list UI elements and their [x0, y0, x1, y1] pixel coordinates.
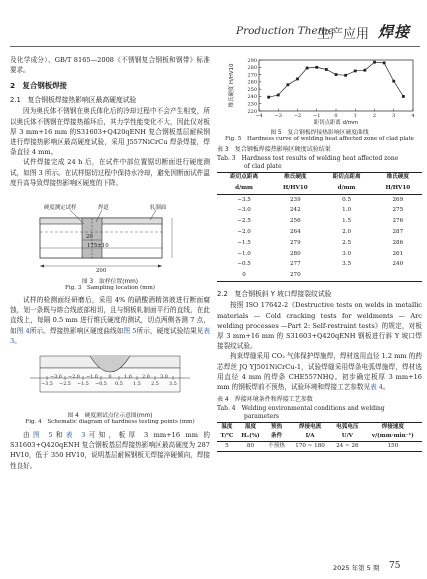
table-3: [217, 172, 422, 283]
fig4-top-tick: 3.0: [160, 375, 168, 381]
t3-cell: −2.0: [237, 229, 251, 235]
t3-cell: 242: [289, 207, 301, 214]
t3-cell: 277: [289, 261, 301, 268]
t3-cell: 287: [392, 229, 404, 235]
data-point: [373, 61, 376, 64]
table-3-block: [217, 146, 422, 282]
fig4-bottom-tick-labels: [10, 382, 210, 390]
y-tick-label: 230: [247, 101, 257, 108]
t4-header-1: 湿度: [237, 422, 264, 432]
fig4-bottom-tick: −0.5: [95, 382, 107, 388]
fig4-top-tick: −2.0: [68, 375, 80, 381]
t4-cell: 80: [237, 441, 264, 451]
table-4: [217, 422, 422, 452]
table4-caption-en: Tab. 4 Welding environmental conditions and welding parameters: [217, 404, 385, 421]
t3-header-2: 距切点距离: [319, 172, 373, 183]
x-tick-label: −2: [293, 113, 302, 119]
paragraph-4: 由图 5和表 3可知，板厚 3 mm+16 mm 的 S31603+Q420qENH 复合钢板基层焊接热影响区最高硬度为 287 HV10，低于 350 HV10，说明基层耐候钢板无焊接淬硬倾向，焊接性良好。: [10, 431, 211, 470]
ref-figure-5[interactable]: 图 5: [123, 326, 137, 335]
ref-table-4[interactable]: 表 4: [370, 382, 383, 391]
table-row: [217, 227, 422, 238]
table-row: [217, 249, 422, 260]
t3-unit-3: H/HV10: [374, 183, 422, 194]
table-4-block: [217, 396, 422, 452]
ref-table-3[interactable]: 表 3: [10, 326, 211, 345]
chart-frame: [259, 60, 413, 111]
table-row: [217, 206, 422, 217]
y-tick-label: 270: [247, 72, 257, 79]
t3-cell: −3.0: [237, 207, 251, 214]
data-point: [306, 67, 309, 70]
table-row: [217, 441, 422, 451]
sampling-location-diagram: [10, 192, 210, 276]
journal-theme-en: Production Theme: [236, 25, 334, 37]
x-tick-label: 0: [334, 113, 338, 119]
table-row: [217, 195, 422, 206]
fig5-caption-en: Fig. 5 Hardness curve of welding heat affected zone of clad plate: [225, 136, 414, 142]
fig4-top-tick: 1.0: [124, 375, 132, 381]
t3-cell: 2.0: [342, 229, 352, 235]
header-divider: [10, 46, 420, 47]
fig4-bottom-tick: −1.5: [77, 382, 89, 388]
t3-cell: 261: [392, 250, 404, 257]
data-point: [277, 94, 280, 97]
x-tick-label: 2: [372, 113, 377, 119]
fig4-top-tick: 2.0: [142, 375, 150, 381]
t3-cell: 276: [392, 218, 404, 225]
page-footer: [0, 560, 427, 576]
fig4-top-tick: −1.0: [86, 375, 98, 381]
fig3-label-rolled-surface: 轧制面: [150, 205, 167, 212]
table-row: [217, 260, 422, 271]
t3-header-3: 维氏硬度: [374, 172, 422, 183]
x-axis-label: 距切点距离 d/mm: [313, 120, 359, 125]
data-point: [383, 62, 386, 65]
x-tick-label: −4: [255, 113, 263, 119]
t3-unit-0: d/mm: [217, 183, 271, 194]
data-point: [315, 66, 318, 69]
t3-cell: 256: [289, 218, 301, 225]
t3-cell: −2.5: [237, 218, 251, 225]
t3-cell: 1.5: [342, 218, 352, 225]
t3-cell: [374, 271, 422, 282]
fig3-dim-175: 175±10: [87, 243, 109, 250]
fig4-caption-en: Fig. 4 Schematic diagram of hardness testing points (mm): [25, 419, 195, 426]
t4-header-0: 温度: [217, 422, 237, 432]
t3-cell: 3.0: [342, 250, 352, 257]
y-axis-label: 维氏硬度 H/HV10: [229, 63, 235, 108]
page-header: [0, 0, 427, 50]
fig3-label-specimen: 硬度测定试样: [44, 205, 77, 212]
t4-cell: 150: [364, 441, 422, 451]
table-row: [217, 217, 422, 228]
fig3-dim-200: 200: [96, 268, 107, 275]
ref-table-3b[interactable]: 表 3: [65, 431, 86, 440]
journal-logo: 焊接: [378, 23, 411, 41]
data-point: [402, 95, 405, 98]
t4-unit-3: I/A: [289, 432, 331, 442]
ref-figure-5b[interactable]: 图 5: [32, 431, 53, 440]
fig3-caption-en: Fig. 3 Sampling location (mm): [65, 285, 155, 292]
t3-cell: −3.5: [237, 196, 251, 203]
fig3-label-bead: 焊道: [98, 205, 109, 212]
t3-cell: 286: [392, 239, 404, 246]
table4-caption-cn: 表 4 焊接环境条件和焊接工艺参数: [217, 396, 313, 404]
data-point: [392, 80, 395, 83]
fig4-caption-cn: 图 4 硬度测试点位示意图(mm): [67, 413, 153, 420]
figure-4: [10, 348, 210, 430]
figure-5: [217, 55, 422, 143]
y-tick-label: 250: [247, 86, 257, 93]
t4-header-2: 预热: [264, 422, 289, 432]
t4-cell: 24 ~ 26: [331, 441, 364, 451]
t4-unit-5: v/(mm·min⁻¹): [364, 432, 422, 442]
t3-cell: 1.0: [342, 207, 352, 214]
t4-header-3: 焊接电流: [289, 422, 331, 432]
t3-cell: −0.5: [237, 261, 251, 268]
t4-cell: 5: [217, 441, 237, 451]
t3-cell: −1.5: [237, 239, 251, 246]
t3-cell: 0: [217, 271, 271, 282]
x-tick-label: 4: [411, 113, 415, 119]
data-point: [354, 70, 357, 73]
fig4-bottom-tick: 1.5: [133, 382, 141, 388]
data-point: [335, 73, 338, 76]
t3-cell: 2.5: [342, 239, 352, 246]
issue-number: 2025 年第 5 期: [333, 564, 380, 572]
data-point: [325, 68, 328, 71]
t4-unit-4: U/V: [331, 432, 364, 442]
fig4-bottom-tick: 3.5: [169, 382, 177, 388]
data-point: [296, 78, 299, 81]
table3-caption-en: Tab. 3 Hardness test results of welding heat affected zone of clad plate: [217, 154, 399, 170]
fig4-bottom-tick: −3.5: [41, 382, 53, 388]
y-tick-label: 290: [247, 57, 257, 64]
right-column: [217, 55, 422, 452]
t3-cell: [319, 271, 373, 282]
section-2-title: 2 复合钢板焊接: [10, 81, 67, 91]
t3-header-0: 距切点距离: [217, 172, 271, 183]
table3-caption-cn: 表 3 复合钢板焊接热影响区硬度试验结果: [217, 146, 331, 153]
t3-unit-2: d/mm: [319, 183, 373, 194]
x-tick-label: 3: [392, 113, 396, 119]
hardness-curve-chart: [217, 55, 422, 125]
t3-header-1: 维氏硬度: [271, 172, 319, 183]
t3-cell: 3.5: [342, 261, 352, 268]
paragraph-1: 因为奥氏体不锈钢在奥氏体化后的冷却过程中不会产生相变，所以奥氏体不锈钢在焊接热循环后，其力学性能变化不大，因此仅对板厚 3 mm+16 mm 的S31603+Q420qENH 复合钢板基层耐候钢进行焊接热影响区最高硬度试验，采用 J557NiCrCu 焊条焊接，焊条直径 4 mm。: [10, 107, 210, 157]
paragraph-6: 拘束焊缝采用 CO₂ 气体保护焊施焊，焊材选用直径 1.2 mm 的药芯焊丝 JQ YJ501NiCrCu-1，试验焊缝采用焊条电弧焊施焊，焊材选用直径 4 mm 的焊条 CHE557NHQ。初步确定板厚 3 mm+16 mm 的钢板焊前不预热，试验环境和焊接工艺参数见表 4。: [217, 352, 422, 391]
y-tick-label: 280: [247, 65, 257, 72]
t3-cell: 264: [289, 229, 301, 235]
fig4-top-tick: 0: [108, 375, 112, 381]
series-line: [269, 62, 404, 97]
table-row: [217, 238, 422, 249]
t4-unit-0: T/℃: [217, 432, 237, 442]
t3-cell: 270: [271, 271, 319, 282]
t4-cell: 170 ~ 180: [289, 441, 331, 451]
paragraph-2: 试件焊接完成 24 h 后，在试件中部位置锯切断面进行硬度测试，如图 3 所示。在试样锯切过程中保持水冷却，避免因断面试件温度升高导致焊接热影响区硬度的下降。: [10, 158, 210, 187]
t3-unit-1: H/HV10: [271, 183, 319, 194]
y-tick-label: 260: [247, 79, 257, 86]
y-tick-label: 220: [247, 108, 257, 115]
x-tick-label: −3: [274, 113, 282, 119]
fig4-top-tick: −3.0: [50, 375, 62, 381]
fig3-caption-cn: 图 3 取样位置(mm): [81, 279, 139, 286]
x-tick-label: 1: [353, 113, 357, 119]
t3-cell: 279: [289, 239, 301, 246]
t4-header-5: 焊接速度: [364, 422, 422, 432]
t4-cell: 不预热: [264, 441, 289, 451]
y-tick-label: 240: [247, 94, 257, 101]
paragraph-5: 按照 ISO 17642-2《Destructive tests on welds in metallic materials — Cold cracking tests for weldments — Arc welding processes —Part 2: Self-restraint tests》的规定，对板厚 3 mm+16 mm 的 S31603+Q420qENH 钢板进行斜 Y 坡口焊接裂纹试验。: [217, 301, 422, 351]
t3-cell: 275: [392, 207, 404, 214]
data-point: [344, 74, 347, 77]
t3-cell: 0.5: [342, 196, 352, 203]
paragraph-3: 试样的检测面经研磨后，采用 4% 的硝酸酒精溶液进行断面腐蚀，划一条既与熔合线底部相切，且与钢板轧制面平行的直线，在此直线上，每隔 0.5 mm 进行维氏硬度的测试，切点两侧各测 7 点，如图 4所示。焊接热影响区硬度曲线如图 5所示，硬度试验结果见表 3。: [10, 296, 211, 345]
section-2-1-title: 2.1 复合钢板焊接热影响区最高硬度试验: [10, 96, 137, 105]
ref-figure-4[interactable]: 图 4: [16, 326, 30, 335]
left-column: [10, 55, 210, 471]
figure-3: [10, 192, 210, 292]
fig4-bottom-tick: 2.5: [151, 382, 159, 388]
intro-paragraph: 及化学成分）、GB/T 8165—2008《不锈钢复合钢板和钢带》标准要求。: [10, 56, 210, 75]
t3-cell: 269: [392, 196, 404, 203]
t3-cell: −1.0: [237, 250, 251, 257]
data-point: [286, 83, 289, 86]
table-row: [217, 271, 422, 282]
fig4-bottom-tick: −2.5: [59, 382, 71, 388]
data-point: [363, 69, 366, 72]
journal-theme-cn: 生产应用: [317, 27, 370, 42]
t3-cell: 280: [289, 250, 301, 257]
fig3-dim-20: 20: [86, 234, 93, 241]
t4-unit-2: 条件: [264, 432, 289, 442]
section-2-2-title: 2.2 复合钢板斜 Y 坡口焊接裂纹试验: [217, 290, 332, 299]
t4-unit-1: Hₐ(%): [237, 432, 264, 442]
t3-cell: 239: [289, 196, 301, 203]
fig4-bottom-tick: 0.5: [115, 382, 123, 388]
page-number: 75: [389, 561, 401, 571]
data-point: [267, 96, 270, 99]
t3-cell: 240: [392, 261, 404, 268]
x-tick-label: −1: [313, 113, 321, 119]
fig5-caption-cn: 图 5 复合钢板焊接热影响区硬度曲线: [270, 130, 369, 136]
t4-header-4: 电弧电压: [331, 422, 364, 432]
